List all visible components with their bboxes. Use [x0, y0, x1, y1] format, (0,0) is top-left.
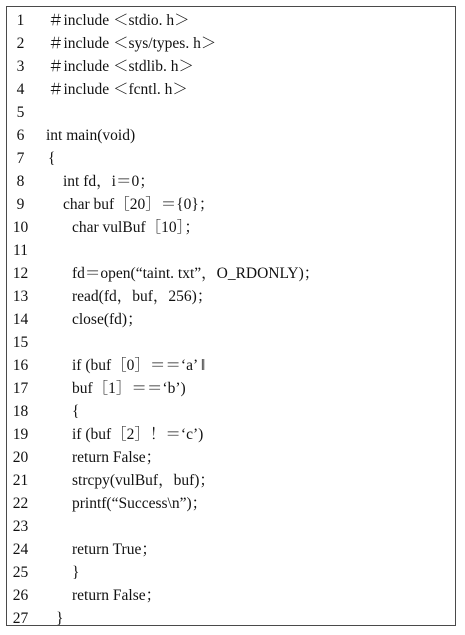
code-line-6 [7, 124, 455, 147]
line-text: if (buf［2］！＝‘c’) [72, 426, 204, 443]
line-text: if (buf［0］＝＝‘a’ ‖ [72, 357, 206, 374]
line-text: int fd，i＝0； [63, 173, 155, 190]
line-text: strcpy(vulBuf，buf)； [72, 472, 215, 489]
line-number: 10 [12, 219, 29, 236]
code-line-16 [7, 354, 455, 377]
line-number: 26 [12, 587, 29, 604]
line-text: ＃include ＜fcntl. h＞ [48, 81, 188, 98]
line-number: 4 [16, 81, 25, 98]
line-number: 16 [12, 357, 29, 374]
line-text: fd＝open(“taint. txt”，O_RDONLY)； [72, 265, 320, 282]
code-line-1 [7, 9, 455, 32]
line-text: return True； [72, 541, 157, 558]
line-number: 18 [12, 403, 29, 420]
line-text: { [48, 150, 56, 167]
line-text: char buf［20］＝{0}； [63, 196, 215, 213]
code-line-18 [7, 400, 455, 423]
line-text: ＃include ＜sys/types. h＞ [48, 35, 217, 52]
code-line-14 [7, 308, 455, 331]
line-number: 27 [12, 610, 29, 627]
line-number: 1 [16, 12, 25, 29]
code-line-25 [7, 561, 455, 584]
line-number: 11 [13, 242, 28, 259]
line-text: read(fd，buf，256)； [72, 288, 213, 305]
line-number: 24 [12, 541, 29, 558]
line-number: 23 [12, 518, 29, 535]
line-text: close(fd)； [72, 311, 143, 328]
code-line-24 [7, 538, 455, 561]
code-line-11 [7, 239, 455, 262]
line-text: char vulBuf［10］； [72, 219, 200, 236]
code-line-12 [7, 262, 455, 285]
code-line-17 [7, 377, 455, 400]
code-line-15 [7, 331, 455, 354]
line-number: 8 [16, 173, 25, 190]
line-number: 2 [16, 35, 25, 52]
line-text: return False； [72, 449, 162, 466]
code-line-27 [7, 607, 455, 630]
code-line-3 [7, 55, 455, 78]
code-listing [7, 9, 455, 630]
line-number: 7 [16, 150, 25, 167]
code-line-26 [7, 584, 455, 607]
line-text: ＃include ＜stdlib. h＞ [48, 58, 194, 75]
line-number: 19 [12, 426, 29, 443]
code-line-4 [7, 78, 455, 101]
code-listing-frame [6, 6, 456, 626]
line-text: printf(“Success\n”)； [72, 495, 208, 512]
line-number: 12 [12, 265, 29, 282]
line-number: 6 [16, 127, 25, 144]
line-text: ＃include ＜stdio. h＞ [48, 12, 190, 29]
line-text: } [56, 610, 64, 627]
line-text: } [72, 564, 80, 581]
code-line-20 [7, 446, 455, 469]
line-number: 3 [16, 58, 25, 75]
code-line-9 [7, 193, 455, 216]
line-number: 14 [12, 311, 29, 328]
line-number: 25 [12, 564, 29, 581]
line-number: 21 [12, 472, 29, 489]
line-number: 20 [12, 449, 29, 466]
code-line-8 [7, 170, 455, 193]
line-number: 17 [12, 380, 29, 397]
code-line-23 [7, 515, 455, 538]
code-line-2 [7, 32, 455, 55]
code-line-5 [7, 101, 455, 124]
code-line-21 [7, 469, 455, 492]
line-number: 22 [12, 495, 29, 512]
code-line-10 [7, 216, 455, 239]
line-text: return False； [72, 587, 162, 604]
line-number: 15 [12, 334, 29, 351]
line-number: 13 [12, 288, 29, 305]
line-number: 9 [16, 196, 25, 213]
line-text: buf［1］＝＝‘b’) [72, 380, 186, 397]
code-line-13 [7, 285, 455, 308]
line-number: 5 [16, 104, 25, 121]
line-text: { [72, 403, 80, 420]
code-line-7 [7, 147, 455, 170]
code-line-22 [7, 492, 455, 515]
line-text: int main(void) [46, 127, 136, 144]
code-line-19 [7, 423, 455, 446]
